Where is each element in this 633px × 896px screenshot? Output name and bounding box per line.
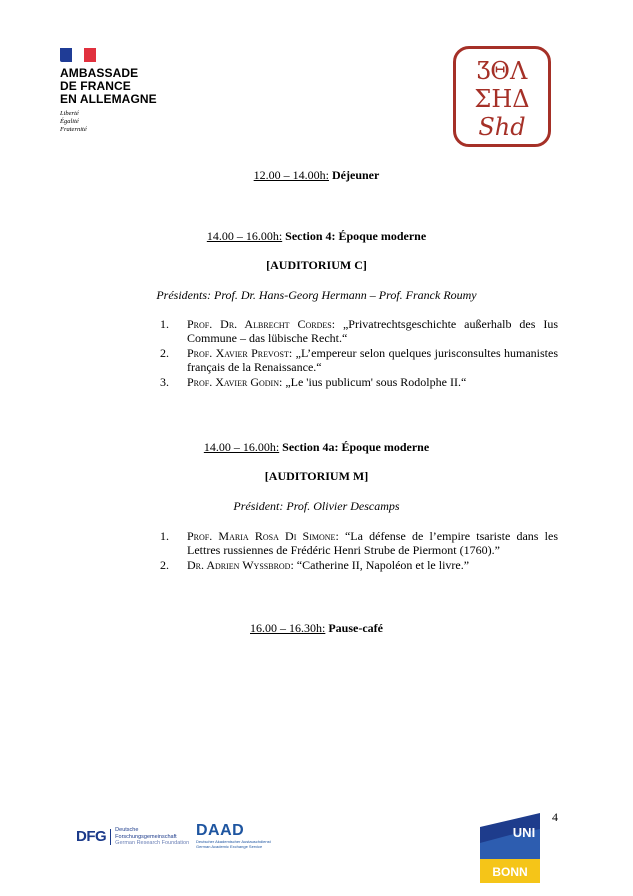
section4-room: [AUDITORIUM C]	[266, 258, 367, 272]
coffee-label: Pause-café	[328, 621, 383, 635]
list-item: 3. Prof. Xavier Godin: „Le 'ius publicum' sous Rodolphe II.“	[160, 375, 467, 389]
french-flag-icon	[60, 48, 96, 62]
daad-logo: DAAD Deutscher Akademischer Austauschdienst German Academic Exchange Service	[196, 823, 286, 849]
section4-chairs: Présidents: Prof. Dr. Hans-Georg Hermann – Prof. Franck Roumy	[156, 288, 477, 302]
daad-mark: DAAD	[196, 822, 245, 839]
lunch-time: 12.00 – 14.00h:	[253, 168, 329, 182]
list-item: 2. Prof. Xavier Prevost: „L’empereur selon quelques jurisconsultes humanistes français de la Renaissance.“	[160, 346, 558, 374]
dfg-logo: DFG Deutsche Forschungsgemeinschaft German Research Foundation	[76, 827, 190, 846]
section4a-heading	[0, 440, 633, 455]
talk-title: : „Privatrechtsgeschichte außerhalb des Ius Commune – das lübische Recht.“	[187, 317, 558, 345]
coffee-time: 16.00 – 16.30h:	[250, 621, 326, 635]
lunch-slot	[0, 168, 633, 183]
section4a-time: 14.00 – 16.00h:	[203, 440, 280, 454]
seal-glyphs-icon	[456, 49, 548, 144]
talk-speaker: Prof. Xavier Prevost	[187, 346, 289, 360]
embassy-name: AMBASSADE DE FRANCE EN ALLEMAGNE	[60, 66, 157, 106]
talk-speaker: Prof. Maria Rosa Di Simone	[187, 529, 336, 543]
list-item: 1. Prof. Dr. Albrecht Cordes: „Privatrechtsgeschichte außerhalb des Ius Commune – das lübische Recht.“	[160, 317, 558, 345]
talk-title: : “Catherine II, Napoléon et le livre.”	[290, 558, 470, 572]
section4a-chairs: Président: Prof. Olivier Descamps	[233, 499, 400, 513]
list-item: 1. Prof. Maria Rosa Di Simone: “La défense de l’empire tsariste dans les Lettres russiennes de Frédéric Henri Strube de Piermont (1760).”	[160, 529, 558, 557]
bonn-text: BONN	[492, 865, 528, 879]
uni-text: UNI	[512, 825, 536, 840]
talk-speaker: Prof. Dr. Albrecht Cordes	[187, 317, 332, 331]
section4a-title: Section 4a: Époque moderne	[282, 440, 430, 454]
section4a-talk-list	[160, 529, 558, 573]
talk-title: : “La défense de l’empire tsariste dans les Lettres russiennes de Frédéric Henri Strube de Piermont (1760).”	[187, 529, 558, 557]
section4-title: Section 4: Époque moderne	[285, 229, 427, 243]
seal-row-1: ƷΘΛ	[476, 57, 528, 85]
seal-row-3: Shd	[478, 113, 526, 141]
embassy-logo	[60, 48, 210, 134]
section4-heading	[0, 229, 633, 244]
embassy-motto: Liberté Égalité Fraternité	[60, 110, 87, 133]
society-seal-logo	[453, 46, 551, 147]
talk-title: : „L’empereur selon quelques jurisconsultes humanistes français de la Renaissance.“	[187, 346, 558, 374]
coffee-slot	[0, 621, 633, 636]
dfg-mark: DFG	[76, 829, 111, 845]
section4-talk-list	[160, 317, 558, 390]
section4-time: 14.00 – 16.00h:	[206, 229, 283, 243]
talk-speaker: Prof. Xavier Godin	[187, 375, 279, 389]
talk-speaker: Dr. Adrien Wyssbrod	[187, 558, 291, 572]
section4a-room: [AUDITORIUM M]	[264, 469, 369, 483]
list-item: 2. Dr. Adrien Wyssbrod: “Catherine II, Napoléon et le livre.”	[160, 558, 470, 572]
seal-row-2: ΣΗΔ	[474, 85, 530, 113]
uni-bonn-logo	[480, 813, 540, 883]
page-number: 4	[552, 810, 558, 824]
talk-title: : „Le 'ius publicum' sous Rodolphe II.“	[278, 375, 467, 389]
lunch-label: Déjeuner	[332, 168, 380, 182]
